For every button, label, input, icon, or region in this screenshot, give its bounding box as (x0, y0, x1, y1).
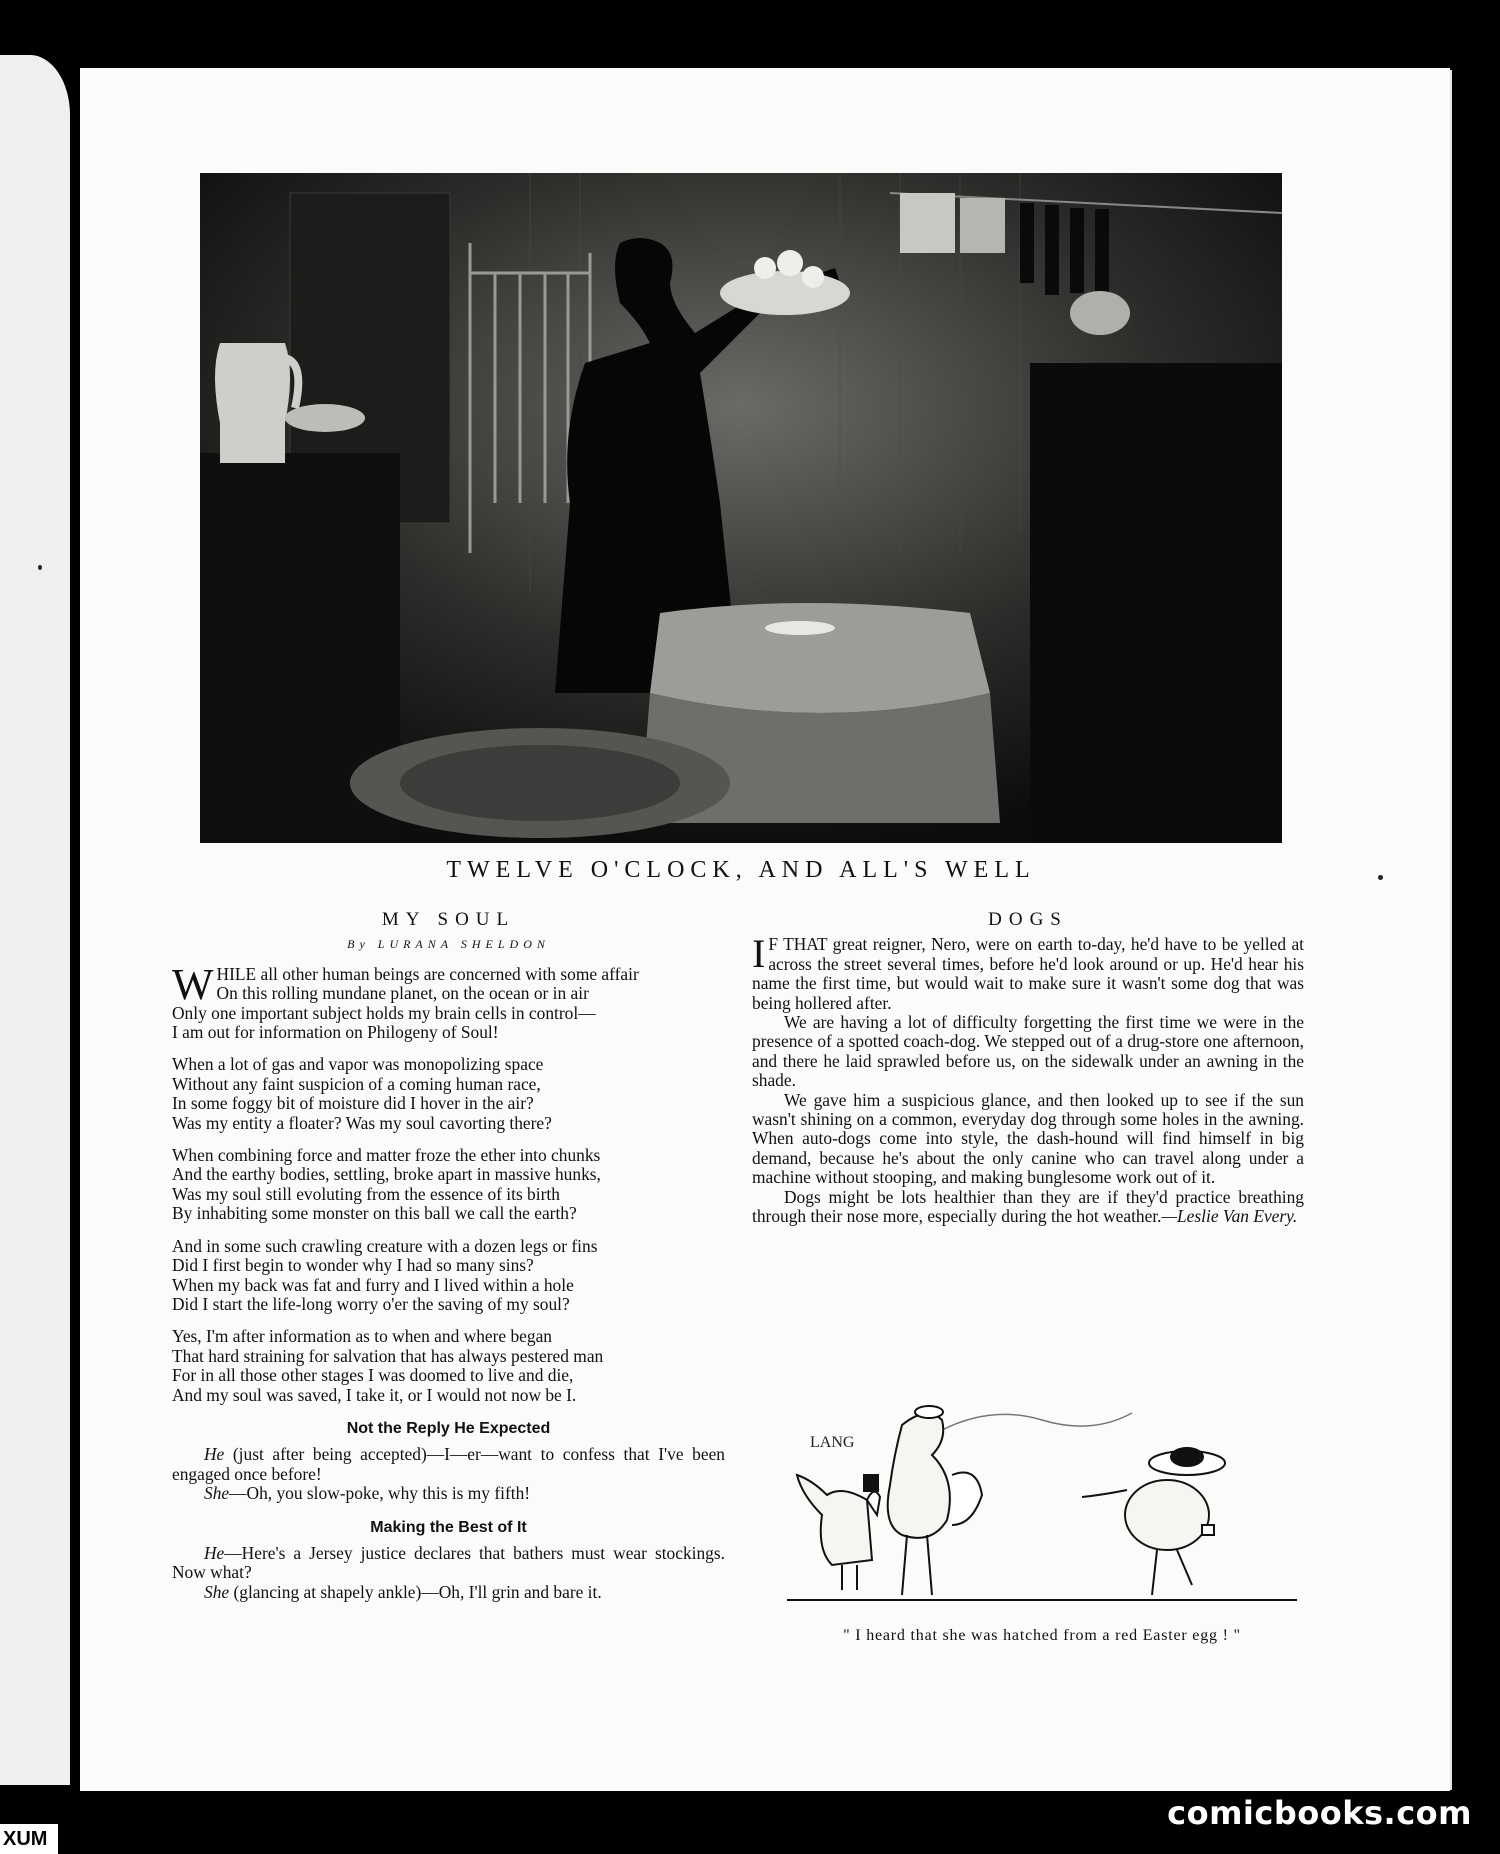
poem-stanza (172, 1327, 725, 1405)
poem-line: I am out for information on Philogeny of Soul! (172, 1022, 499, 1043)
cartoon-caption: " I heard that she was hatched from a red Easter egg ! " (843, 1627, 1241, 1644)
joke-line (172, 1484, 725, 1503)
watermark: comicbooks.com (1167, 1794, 1472, 1832)
author-signature: —Leslie Van Every. (1161, 1206, 1298, 1227)
poem-line: HILE all other human beings are concerned with some affair (216, 963, 639, 984)
illustration-artwork (200, 173, 1282, 843)
cartoon-artwork (782, 1385, 1302, 1615)
poem-line: And my soul was saved, I take it, or I would not now be I. (172, 1384, 577, 1405)
article-paragraph (752, 1188, 1304, 1227)
left-page-edge (0, 55, 70, 1785)
poem-line: Yes, I'm after information as to when and where began (172, 1326, 552, 1347)
article-title: DOGS (988, 909, 1068, 930)
poem-line: And in some such crawling creature with a dozen legs or fins (172, 1235, 598, 1256)
poem-line: And the earthy bodies, settling, broke apart in massive hunks, (172, 1164, 601, 1185)
article-paragraph (752, 931, 1304, 1013)
poem-line: Did I first begin to wonder why I had so many sins? (172, 1255, 534, 1276)
dialogue-text: —Here's a Jersey justice declares that bathers must wear stockings. Now what? (172, 1542, 725, 1583)
poem-line: Only one important subject holds my brain cells in control— (172, 1002, 596, 1023)
poem-line: That hard straining for salvation that has always pestered man (172, 1345, 604, 1366)
poem-line: In some foggy bit of moisture did I hover in the air? (172, 1093, 534, 1114)
right-column (752, 910, 1304, 1227)
poem-stanza (172, 1055, 725, 1133)
joke-title: Making the Best of It (370, 1518, 527, 1536)
dialogue-text: (just after being accepted)—I—er—want to confess that I've been engaged once before! (172, 1444, 725, 1484)
poem-line: Without any faint suspicion of a coming human race, (172, 1073, 541, 1094)
dialogue-text: (glancing at shapely ankle)—Oh, I'll grin and bare it. (229, 1581, 602, 1602)
poem-line: By inhabiting some monster on this ball we call the earth? (172, 1203, 577, 1224)
artist-signature: LANG (810, 1434, 855, 1451)
drop-cap: W (172, 959, 214, 1009)
poem-line: When a lot of gas and vapor was monopolizing space (172, 1054, 544, 1075)
poem-byline: By LURANA SHELDON (347, 937, 550, 952)
speaker-label: She (204, 1581, 230, 1602)
joke-line (172, 1445, 725, 1484)
poem-stanza (172, 959, 725, 1043)
illustration-photo (200, 173, 1282, 843)
joke-line (172, 1544, 725, 1583)
illustration-caption: TWELVE O'CLOCK, AND ALL'S WELL (446, 857, 1036, 883)
joke-title: Not the Reply He Expected (346, 1419, 551, 1437)
poem-stanza (172, 1237, 725, 1315)
cartoon-drawing (782, 1385, 1302, 1615)
article-paragraph: We are having a lot of difficulty forgetting the first time we were in the presence of a spotted coach-dog. We stepped out of a drug-store one afternoon, and there he laid sprawled before us, on the sidewalk under an awning in the shade. (752, 1012, 1304, 1091)
speaker-label: She (204, 1483, 230, 1504)
poem-line: Was my soul still evoluting from the essence of its birth (172, 1183, 560, 1204)
drop-cap: I (752, 931, 766, 977)
poem-line: Did I start the life-long worry o'er the saving of my soul? (172, 1293, 570, 1314)
speck (1378, 875, 1383, 880)
poem-line: When combining force and matter froze the ether into chunks (172, 1145, 601, 1166)
poem-line: Was my entity a floater? Was my soul cavorting there? (172, 1112, 552, 1133)
poem-line: When my back was fat and furry and I lived within a hole (172, 1274, 574, 1295)
poem-title: MY SOUL (381, 909, 516, 930)
dialogue-text: —Oh, you slow-poke, why this is my fifth! (229, 1483, 531, 1504)
article-paragraph: We gave him a suspicious glance, and then looked up to see if the sun wasn't shining on a common, everyday dog through some holes in the awning. When auto-dogs come into style, the dash-hound will find himself in big demand, because he's about the only canine who can travel along under a machine without stooping, and making bunglesome work out of it. (752, 1089, 1304, 1188)
speck (38, 565, 42, 570)
corner-stamp: XUM (0, 1824, 58, 1854)
poem-line: On this rolling mundane planet, on the ocean or in air (216, 983, 589, 1004)
joke-line (172, 1583, 725, 1602)
poem-line: For in all those other stages I was doomed to live and die, (172, 1365, 574, 1386)
speaker-label: He (204, 1444, 225, 1465)
paragraph-text: Dogs might be lots healthier than they are if they'd practice breathing through their nose more, especially during the hot weather. (752, 1186, 1304, 1227)
speaker-label: He (204, 1542, 225, 1563)
left-column (172, 910, 725, 1602)
poem-stanza (172, 1146, 725, 1224)
paragraph-text: F THAT great reigner, Nero, were on earth to-day, he'd have to be yelled at across the street several times, before he'd look around or up. He'd hear his name the first time, but would wait to make sure it wasn't some dog that was being hollered after. (752, 934, 1304, 1013)
